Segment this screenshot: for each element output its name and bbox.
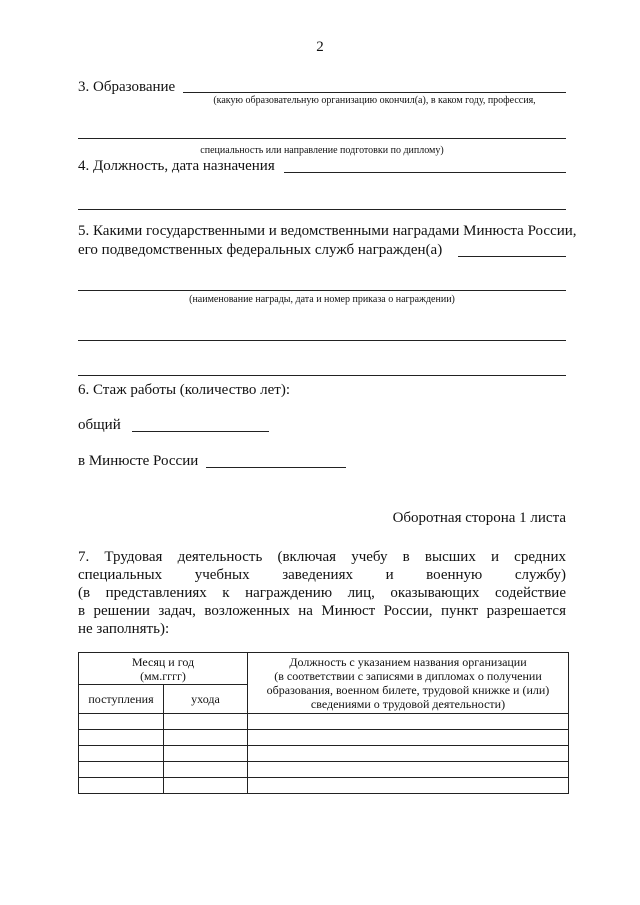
education-field-line[interactable] — [183, 92, 566, 93]
month-year-header — [79, 653, 248, 685]
table-cell[interactable] — [79, 778, 164, 794]
table-cell[interactable] — [248, 714, 569, 730]
reverse-side-note: Оборотная сторона 1 листа — [392, 510, 566, 526]
table-cell[interactable] — [248, 730, 569, 746]
education-field-line-2[interactable] — [78, 138, 566, 139]
work-history-line-3: (в представлениях к награждению лиц, оказывающих содействие — [78, 585, 566, 601]
table-cell[interactable] — [248, 762, 569, 778]
experience-label: 6. Стаж работы (количество лет): — [78, 382, 291, 398]
month-year-label: Месяц и год — [131, 654, 195, 669]
awards-label-1: 5. Какими государственными и ведомственными наградами Минюста России, — [78, 223, 577, 239]
table-cell[interactable] — [79, 746, 164, 762]
page-number: 2 — [316, 39, 324, 55]
work-history-line-4: в решении задач, возложенных на Минюст России, пункт разрешается — [78, 603, 566, 619]
awards-field-line-2[interactable] — [78, 290, 566, 291]
table-cell[interactable] — [79, 730, 164, 746]
position-label: 4. Должность, дата назначения — [78, 158, 275, 174]
work-history-line-2: специальных учебных заведениях и военную службу) — [78, 567, 566, 583]
position-field-line[interactable] — [284, 172, 566, 173]
awards-label-2: его подведомственных федеральных служб награжден(а) — [78, 242, 443, 258]
position-header-line-4: сведениями о трудовой деятельности) — [310, 697, 506, 711]
position-header — [248, 653, 569, 714]
table-cell[interactable] — [248, 778, 569, 794]
experience-total-field[interactable] — [132, 431, 269, 432]
awards-field-line-3[interactable] — [78, 340, 566, 341]
table-cell[interactable] — [164, 778, 248, 794]
awards-hint: (наименование награды, дата и номер приказа о награждении) — [189, 294, 455, 305]
work-history-line-5: не заполнять): — [78, 621, 170, 637]
end-column-header: ухода — [164, 685, 248, 714]
table-row — [79, 730, 569, 746]
position-header-line-3: образования, военном билете, трудовой книжке и (или) — [266, 683, 550, 697]
table-cell[interactable] — [164, 730, 248, 746]
table-row — [79, 778, 569, 794]
table-cell[interactable] — [79, 762, 164, 778]
table-row — [79, 762, 569, 778]
education-hint-1: (какую образовательную организацию окончил(а), в каком году, профессия, — [213, 95, 536, 106]
table-row — [79, 714, 569, 730]
experience-minjust-field[interactable] — [206, 467, 346, 468]
education-hint-2: специальность или направление подготовки по диплому) — [200, 145, 444, 156]
table-cell[interactable] — [164, 746, 248, 762]
table-cell[interactable] — [164, 762, 248, 778]
experience-minjust-label: в Минюсте России — [78, 453, 199, 469]
table-cell[interactable] — [164, 714, 248, 730]
work-history-table — [78, 652, 569, 794]
position-header-line-2: (в соответствии с записями в дипломах о получении — [274, 669, 542, 683]
start-column-header: поступления — [79, 685, 164, 714]
table-cell[interactable] — [79, 714, 164, 730]
experience-total-label: общий — [78, 417, 121, 433]
work-history-paragraph — [78, 548, 566, 638]
position-header-line-1: Должность с указанием названия организации — [289, 655, 527, 669]
awards-field-line[interactable] — [458, 256, 566, 257]
awards-field-line-4[interactable] — [78, 375, 566, 376]
month-year-format: (мм.гггг) — [140, 668, 186, 683]
position-field-line-2[interactable] — [78, 209, 566, 210]
work-history-line-1: 7. Трудовая деятельность (включая учебу в высших и средних — [78, 549, 566, 565]
table-cell[interactable] — [248, 746, 569, 762]
table-row — [79, 746, 569, 762]
education-label: 3. Образование — [78, 79, 176, 95]
